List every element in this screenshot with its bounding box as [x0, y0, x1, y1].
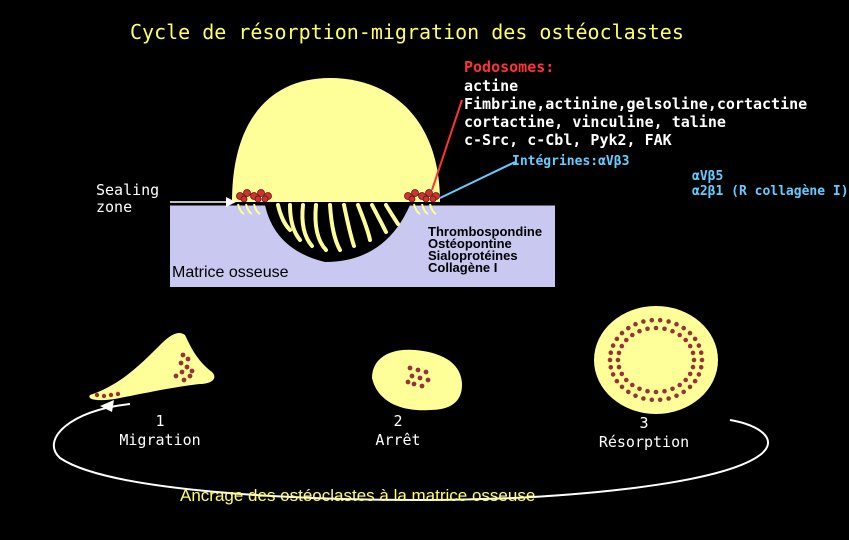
podosome-dot	[630, 333, 635, 338]
podosome-dot	[692, 358, 697, 363]
matrix-protein: Ostéopontine	[428, 236, 512, 251]
cycle-arrowhead	[100, 400, 114, 412]
podosome-dot	[641, 319, 646, 324]
sealing-zone-line: zone	[96, 198, 133, 216]
podosome-dot	[615, 379, 620, 384]
podosome-dot	[615, 337, 620, 342]
podosome-dot	[670, 387, 675, 392]
podosome-dot	[624, 378, 629, 383]
podosome-dot	[641, 396, 646, 401]
podosome-protein-line: c-Src, c-Cbl, Pyk2, FAK	[464, 131, 672, 149]
footer-caption: Ancrage des ostéoclastes à la matrice osseuse	[180, 486, 536, 505]
matrix-proteins-list	[428, 226, 542, 274]
podosome-dot	[699, 365, 704, 370]
podosome-dot	[677, 383, 682, 388]
podosome-dot	[654, 390, 659, 395]
podosome-dot	[654, 326, 659, 331]
podosome-dot	[683, 378, 688, 383]
podosome-dot	[693, 379, 698, 384]
podosome-dot	[658, 398, 663, 403]
integrin-line: αVβ5	[512, 169, 724, 184]
podosome-dot	[688, 344, 693, 349]
matrix-protein: Sialoprotéines	[428, 248, 518, 263]
stage-arrest	[358, 412, 438, 450]
integrins-label	[512, 154, 849, 199]
podosome-dot	[691, 351, 696, 356]
podosome-pointer-line	[432, 100, 462, 190]
podosome-protein-line: Fimbrine,actinine,gelsoline,cortactine	[464, 95, 808, 113]
integrin-line: α2β1 (R collagène I)	[512, 184, 849, 199]
podosome-dot	[609, 365, 614, 370]
sealing-zone-line: Sealing	[96, 181, 160, 199]
podosome-dot	[645, 327, 650, 332]
podosome-dot	[616, 358, 621, 363]
podosome-dot	[666, 396, 671, 401]
podosome-dot	[624, 338, 629, 343]
migration-cell	[89, 333, 214, 400]
podosome-dot	[699, 350, 704, 355]
integrin-line: Intégrines:αVβ3	[512, 154, 630, 169]
podosome-dot	[617, 365, 622, 370]
podosome-dot	[620, 385, 625, 390]
stage-number: 1	[155, 412, 165, 430]
arrest-cell	[372, 350, 462, 411]
podosome-dot	[620, 331, 625, 336]
stage-number: 3	[639, 414, 649, 432]
matrix-protein: Thrombospondine	[428, 224, 543, 239]
podosome-dot	[650, 398, 655, 403]
podosome-dot	[637, 329, 642, 334]
podosome-dot	[666, 319, 671, 324]
podosome-dot	[700, 358, 705, 363]
podosome-dot	[674, 322, 679, 327]
podosome-dot	[693, 337, 698, 342]
osteoclast-cell	[232, 78, 440, 202]
podosome-dot	[650, 318, 655, 323]
matrix-protein: Collagène I	[428, 260, 498, 275]
podosome-dot	[691, 365, 696, 370]
page-title: Cycle de résorption-migration des ostéoclastes	[130, 20, 684, 44]
podosome-dot	[620, 344, 625, 349]
stage-label: Migration	[119, 431, 201, 449]
podosome-dot	[611, 372, 616, 377]
podosome-dot	[645, 389, 650, 394]
podosome-dot	[633, 394, 638, 399]
podosome-dot	[688, 331, 693, 336]
stage-label: Résorption	[598, 433, 690, 451]
podosome-dot	[633, 322, 638, 327]
bone-matrix-label: Matrice osseuse	[172, 264, 289, 281]
sealing-zone-label	[96, 182, 159, 216]
stage-resorption	[594, 414, 694, 452]
podosome-dot	[609, 350, 614, 355]
podosome-dot	[683, 338, 688, 343]
podosome-protein-line: cortactine, vinculine, taline	[464, 113, 726, 131]
stage-migration	[115, 412, 205, 450]
podosome-dot	[658, 318, 663, 323]
podosome-dot	[688, 372, 693, 377]
podosome-dot	[697, 343, 702, 348]
podosome-dot	[617, 351, 622, 356]
podosome-dot	[611, 343, 616, 348]
podosome-dot	[670, 329, 675, 334]
podosome-dot	[662, 327, 667, 332]
podosome-dot	[630, 383, 635, 388]
podosome-dot	[681, 390, 686, 395]
podosome-dot	[674, 394, 679, 399]
podosome-dot	[681, 326, 686, 331]
stage-number: 2	[393, 412, 403, 430]
podosome-dot	[608, 358, 613, 363]
podosome-dot	[626, 390, 631, 395]
podosome-dot	[626, 326, 631, 331]
podosome-dot	[637, 387, 642, 392]
podosome-dot	[688, 385, 693, 390]
resorption-cell	[594, 306, 718, 414]
stage-label: Arrêt	[375, 431, 421, 449]
podosome-dot	[620, 372, 625, 377]
podosome-dot	[677, 333, 682, 338]
podosome-protein-line: actine	[464, 77, 519, 95]
podosomes-heading: Podosomes:	[464, 58, 555, 76]
integrin-pointer-line	[440, 162, 515, 198]
podosome-dot	[662, 389, 667, 394]
podosome-dot	[697, 372, 702, 377]
